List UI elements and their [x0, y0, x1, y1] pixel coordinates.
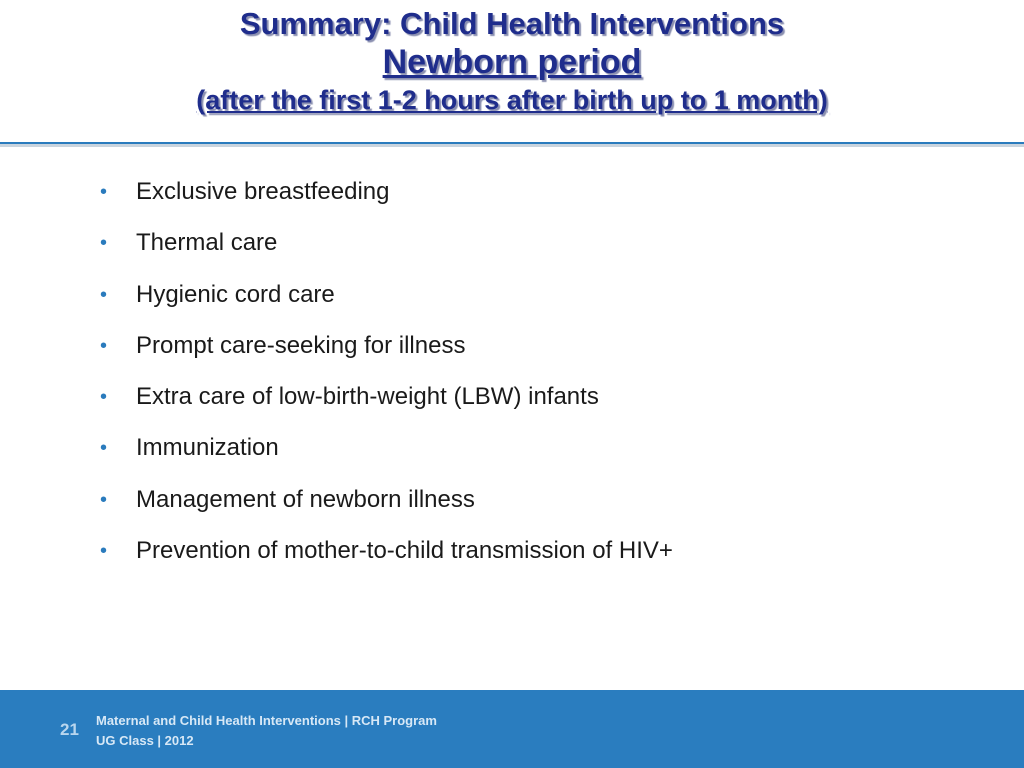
- bullet-item: [100, 174, 673, 225]
- title-divider-shadow: [0, 144, 1024, 147]
- bullet-text: Hygienic cord care: [136, 280, 335, 308]
- bullet-text: Thermal care: [136, 229, 278, 257]
- bullet-icon: •: [100, 386, 108, 409]
- bullet-text: Exclusive breastfeeding: [136, 178, 390, 205]
- bullet-icon: •: [100, 488, 108, 511]
- title-subtitle: Newborn period: [382, 43, 642, 81]
- footer-caption: [96, 711, 437, 751]
- bullet-item: [100, 533, 673, 584]
- bullet-icon: •: [100, 437, 108, 460]
- footer-class: UG Class | 2012: [96, 733, 194, 748]
- slide-title: [0, 6, 1024, 118]
- bullet-item: [100, 482, 673, 533]
- footer-bar: [0, 690, 1024, 768]
- title-main: Summary: Child Health Interventions: [239, 6, 785, 41]
- bullet-icon: •: [100, 540, 108, 563]
- bullet-list: [100, 174, 673, 584]
- bullet-item: [100, 277, 673, 328]
- bullet-item: [100, 225, 673, 276]
- title-period-note: (after the first 1-2 hours after birth up to 1 month): [196, 85, 828, 115]
- bullet-item: [100, 379, 673, 430]
- bullet-text: Immunization: [136, 434, 279, 462]
- bullet-text: Extra care of low-birth-weight (LBW) infants: [136, 383, 599, 411]
- slide-number: 21: [60, 720, 79, 739]
- bullet-text: Management of newborn illness: [136, 485, 475, 513]
- bullet-item: [100, 430, 673, 481]
- bullet-icon: •: [100, 181, 108, 203]
- bullet-icon: •: [100, 283, 108, 306]
- bullet-icon: •: [100, 232, 108, 255]
- bullet-item: [100, 328, 673, 379]
- bullet-text: Prompt care-seeking for illness: [136, 331, 466, 359]
- bullet-icon: •: [100, 334, 108, 357]
- footer-program: Maternal and Child Health Interventions | RCH Program: [96, 713, 437, 728]
- bullet-text: Prevention of mother-to-child transmission of HIV+: [136, 537, 673, 565]
